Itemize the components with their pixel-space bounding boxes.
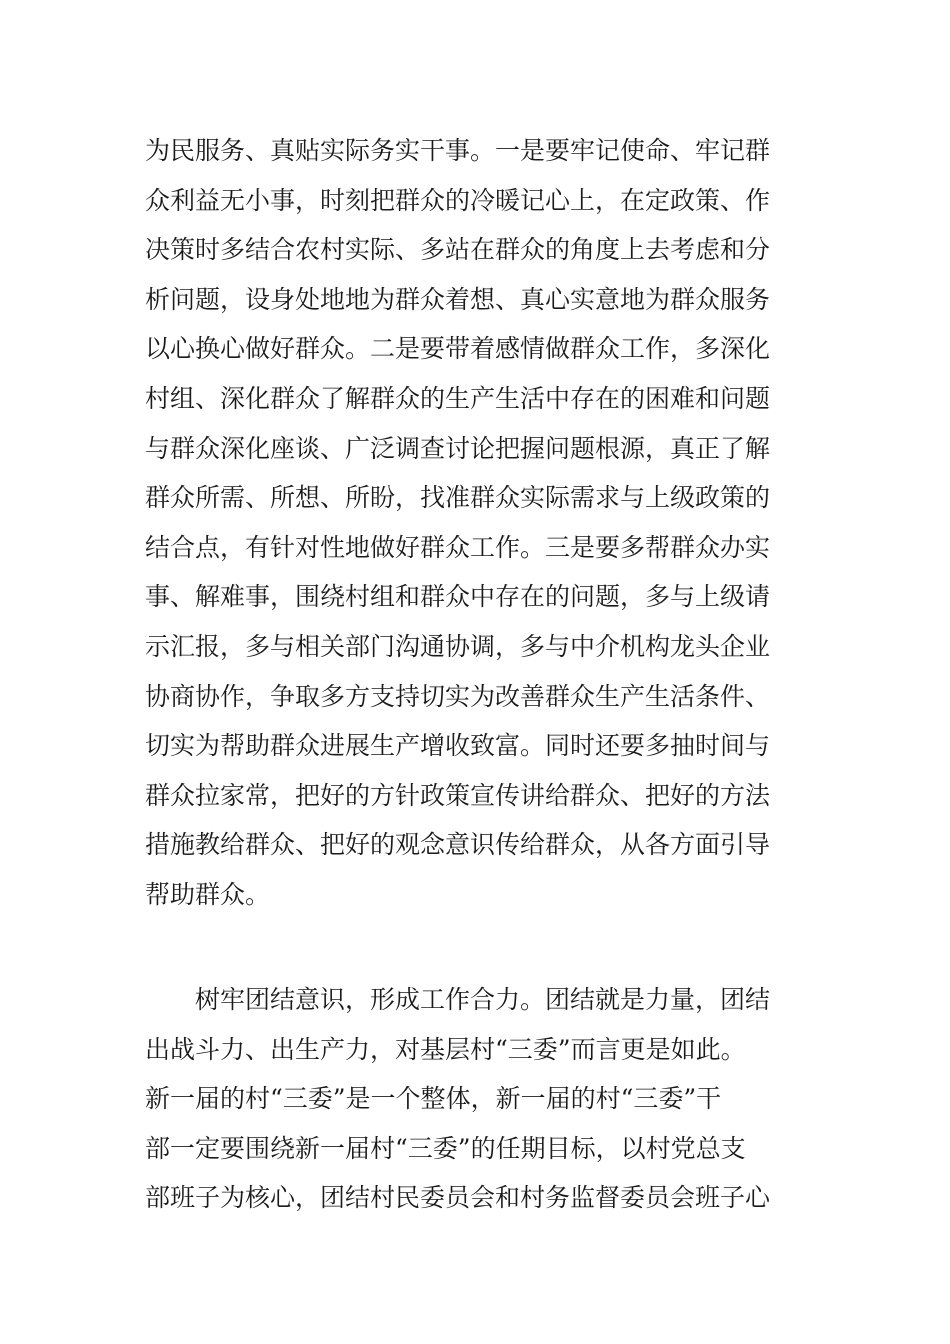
text-line: 为民服务、真贴实际务实干事。一是要牢记使命、牢记群 [145, 136, 771, 165]
text-line: 群众拉家常，把好的方针政策宣传讲给群众、把好的方法 [145, 780, 771, 810]
paragraph-serving-masses [145, 126, 805, 920]
text-line: 众利益无小事，时刻把群众的冷暖记心上，在定政策、作 [145, 185, 771, 215]
text-line: 群众所需、所想、所盼，找准群众实际需求与上级政策的 [145, 483, 771, 513]
text-line: 以心换心做好群众。二是要带着感情做群众工作，多深化 [145, 334, 771, 364]
text-line: 部一定要围绕新一届村“三委”的任期目标，以村党总支 [145, 1133, 746, 1163]
text-line: 帮助群众。 [145, 879, 271, 909]
paragraph-unity-awareness [145, 975, 805, 1223]
text-line: 结合点，有针对性地做好群众工作。三是要多帮群众办实 [145, 532, 771, 562]
text-line: 事、解难事，围绕村组和群众中存在的问题，多与上级请 [145, 582, 771, 612]
text-line: 出战斗力、出生产力，对基层村“三委”而言更是如此。 [145, 1034, 746, 1064]
text-line: 部班子为核心，团结村民委员会和村务监督委员会班子心 [145, 1183, 771, 1213]
text-line: 协商协作，争取多方支持切实为改善群众生产生活条件、 [145, 681, 771, 711]
text-line: 与群众深化座谈、广泛调查讨论把握问题根源，真正了解 [145, 433, 771, 463]
text-line: 决策时多结合农村实际、多站在群众的角度上去考虑和分 [145, 235, 771, 265]
text-line: 措施教给群众、把好的观念意识传给群众，从各方面引导 [145, 830, 771, 860]
text-line: 村组、深化群众了解群众的生产生活中存在的困难和问题 [145, 383, 771, 413]
text-line: 新一届的村“三委”是一个整体，新一届的村“三委”干 [145, 1084, 722, 1114]
text-line: 切实为帮助群众进展生产增收致富。同时还要多抽时间与 [145, 731, 771, 761]
text-line: 树牢团结意识，形成工作合力。团结就是力量，团结 [195, 985, 771, 1014]
text-line: 示汇报，多与相关部门沟通协调，多与中介机构龙头企业 [145, 631, 771, 661]
text-line: 析问题，设身处地地为群众着想、真心实意地为群众服务 [145, 284, 771, 314]
